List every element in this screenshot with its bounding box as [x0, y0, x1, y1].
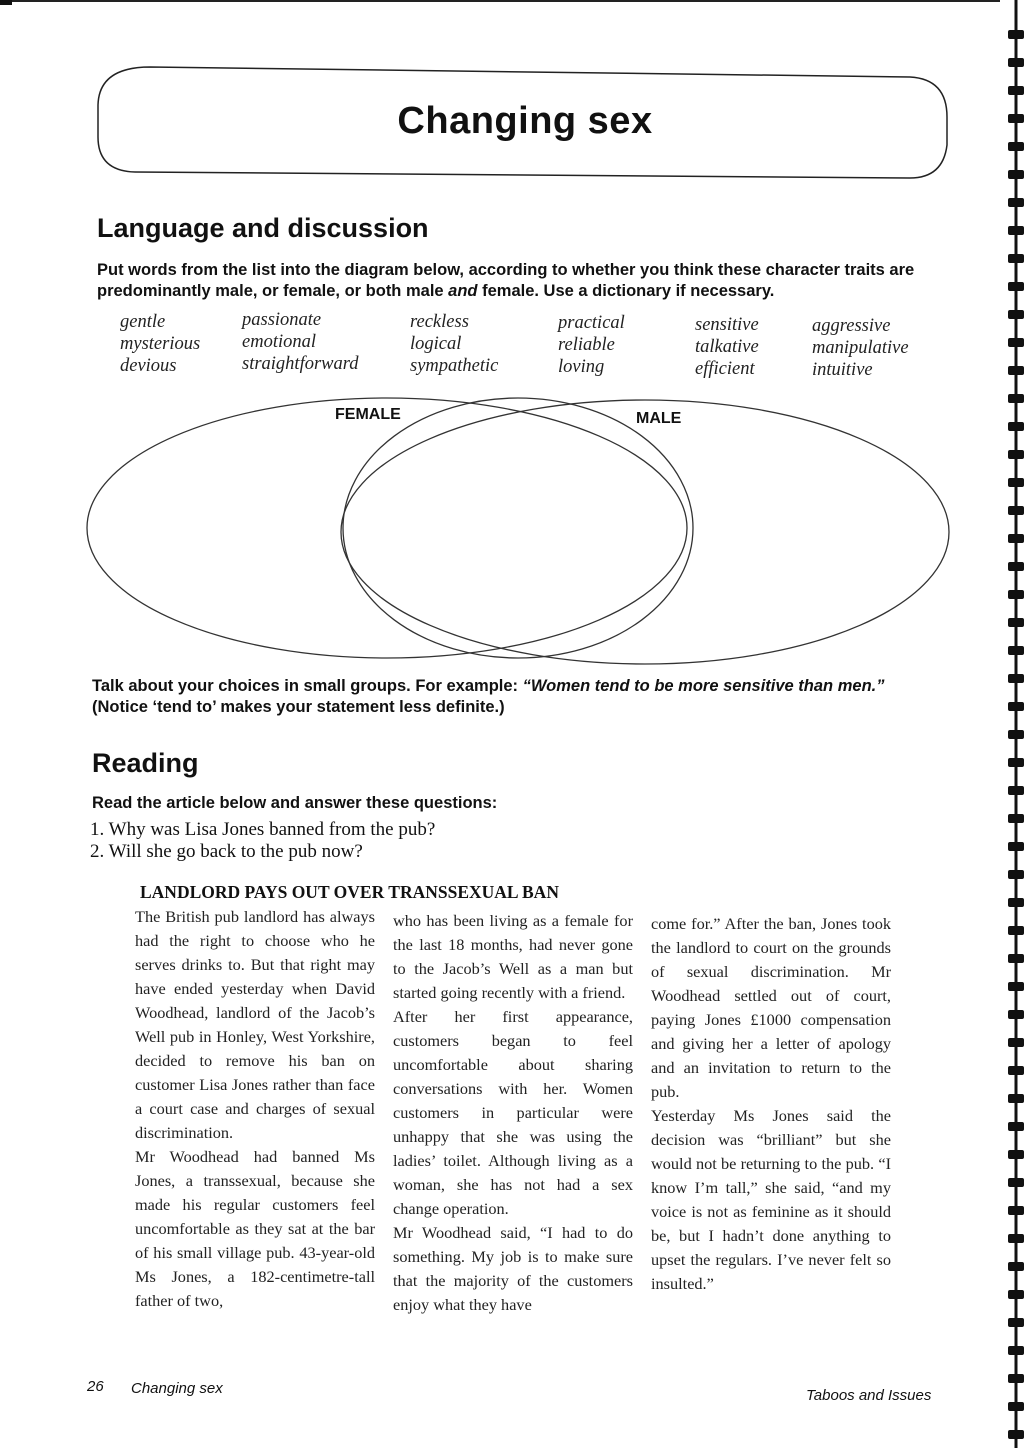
article-paragraph: who has been living as a female for the last 18 months, had never gone to the Jacob’s Well as a man but started going recently with a friend. [393, 911, 633, 1002]
venn-female-label: FEMALE [335, 406, 401, 423]
trait-word: passionate [242, 310, 322, 330]
trait-word: loving [558, 357, 605, 377]
binding-coil [1008, 842, 1024, 851]
article-paragraph: The British pub landlord has always had the right to choose who he serves drinks to. But that right may have ended yesterday when David Woodhead, landlord of the Jacob’s Well pub in Honley, West Yorkshire, decided to remove his ban on customer Lisa Jones rather than face a court case and charges of sexual discrimination. [135, 907, 375, 1142]
page-number: 26 [87, 1378, 104, 1395]
binding-coil [1008, 1234, 1024, 1243]
article-column-3 [651, 912, 891, 1296]
binding-coil [1008, 870, 1024, 879]
article-paragraph: Mr Woodhead had banned Ms Jones, a transsexual, because she made his regular customers feel uncomfortable as they sat at the bar of his small village pub. 43-year-old Ms Jones, a 182-centimetre-tall father of two, [135, 1147, 375, 1310]
binding-coil [1008, 1038, 1024, 1047]
binding-coil [1008, 1262, 1024, 1271]
trait-word: straightforward [242, 354, 359, 374]
word-column-2 [242, 309, 359, 375]
binding-coil [1008, 422, 1024, 431]
reading-instruction: Read the article below and answer these questions: [92, 794, 498, 812]
binding-coil [1008, 1206, 1024, 1215]
binding-coil [1008, 478, 1024, 487]
binding-coil [1008, 86, 1024, 95]
article-column-1 [135, 905, 375, 1313]
binding-coil [1008, 758, 1024, 767]
trait-word: mysterious [120, 334, 201, 354]
binding-coil [1008, 646, 1024, 655]
article-paragraph: Yesterday Ms Jones said the decision was “brilliant” but she would not be returning to the pub. “I know I’m tall,” she said, “and my voice is not as feminine as it should be, but I hadn’t done anything to upset the regulars. I’ve never felt so insulted.” [651, 1106, 891, 1293]
trait-word: talkative [695, 337, 759, 357]
language-instruction: Put words from the list into the diagram below, according to whether you think these character traits are predominantly male, or female, or both male and female. Use a dictionary if necessary. [97, 261, 915, 300]
trait-word: practical [558, 313, 625, 333]
binding-coil [1008, 1150, 1024, 1159]
trait-word: sympathetic [410, 356, 499, 376]
venn-male-label: MALE [636, 410, 682, 427]
binding-coil [1008, 534, 1024, 543]
binding-coil [1008, 142, 1024, 151]
article-column-2 [393, 909, 633, 1317]
question-1: 1. Why was Lisa Jones banned from the pub? [90, 819, 436, 840]
binding-coil [1008, 730, 1024, 739]
binding-coil [1008, 1094, 1024, 1103]
footer-book-title: Taboos and Issues [806, 1387, 932, 1404]
word-column-3 [410, 311, 498, 377]
corner-mark [0, 0, 12, 5]
trait-word: intuitive [812, 360, 873, 380]
venn-diagram [85, 390, 955, 670]
trait-word: aggressive [812, 316, 891, 336]
binding-coil [1008, 590, 1024, 599]
trait-word: devious [120, 356, 177, 376]
binding-coil [1008, 282, 1024, 291]
binding-coil [1008, 1430, 1024, 1439]
word-column-4 [558, 312, 625, 378]
language-heading: Language and discussion [97, 213, 429, 243]
footer-unit-title: Changing sex [131, 1380, 223, 1397]
binding-coil [1008, 1290, 1024, 1299]
word-column-6 [812, 315, 909, 381]
binding-coil [1008, 170, 1024, 179]
binding-coil [1008, 1374, 1024, 1383]
trait-word: gentle [120, 312, 166, 332]
binding-coil [1008, 1346, 1024, 1355]
binding-coil [1008, 702, 1024, 711]
word-column-5 [695, 314, 759, 380]
binding-coil [1008, 898, 1024, 907]
binding-coil [1008, 394, 1024, 403]
overlap-ellipse [343, 398, 693, 658]
binding-coil [1008, 30, 1024, 39]
binding-coil [1008, 254, 1024, 263]
binding-coil [1008, 674, 1024, 683]
article-headline: LANDLORD PAYS OUT OVER TRANSSEXUAL BAN [140, 882, 559, 902]
trait-word: sensitive [695, 315, 759, 335]
talk-example: “Women tend to be more sensitive than men.” [522, 677, 885, 695]
question-2: 2. Will she go back to the pub now? [90, 841, 363, 862]
binding-coil [1008, 1066, 1024, 1075]
trait-word: emotional [242, 332, 316, 352]
binding-coil [1008, 1010, 1024, 1019]
binding-coil [1008, 506, 1024, 515]
binding-coil [1008, 954, 1024, 963]
binding-coil [1008, 1318, 1024, 1327]
trait-word: efficient [695, 359, 755, 379]
binding-coil [1008, 226, 1024, 235]
page-title: Changing sex [397, 100, 653, 142]
binding-coil [1008, 1122, 1024, 1131]
binding-coil [1008, 198, 1024, 207]
binding-coil [1008, 562, 1024, 571]
binding-coil [1008, 1178, 1024, 1187]
binding-coil [1008, 338, 1024, 347]
female-ellipse [87, 398, 687, 658]
talk-note: (Notice ‘tend to’ makes your statement less definite.) [92, 698, 505, 716]
trait-word: reliable [558, 335, 615, 355]
article-paragraph: After her first appearance, customers began to feel uncomfortable about sharing conversations with her. Women customers in particular were unhappy that she was using the ladies’ toilet. Although living as a woman, she has not had a sex change operation. [393, 1007, 633, 1218]
binding-coil [1008, 310, 1024, 319]
binding-coil [1008, 366, 1024, 375]
talk-instruction: Talk about your choices in small groups. For example: “Women tend to be more sensitive than men.” (Notice ‘tend to’ makes your statement less definite.) [92, 677, 885, 716]
binding-coil [1008, 1402, 1024, 1411]
reading-heading: Reading [92, 748, 199, 778]
article-paragraph: come for.” After the ban, Jones took the landlord to court on the grounds of sexual discrimination. Mr Woodhead settled out of court, paying Jones £1000 compensation and giving her a letter of apology and an invitation to return to the pub. [651, 914, 891, 1101]
binding-coil [1008, 618, 1024, 627]
binding-coil [1008, 814, 1024, 823]
question-list [90, 819, 435, 863]
male-ellipse [341, 400, 949, 664]
trait-word: reckless [410, 312, 469, 332]
binding-coil [1008, 786, 1024, 795]
binding-coil [1008, 926, 1024, 935]
top-edge-line [0, 0, 1000, 2]
spiral-binding [984, 0, 1024, 1448]
article-paragraph: Mr Woodhead said, “I had to do something. My job is to make sure that the majority of the customers enjoy what they have [393, 1223, 633, 1314]
binding-coil [1008, 58, 1024, 67]
binding-coil [1008, 982, 1024, 991]
word-column-1 [120, 311, 200, 377]
trait-word: logical [410, 334, 462, 354]
binding-coil [1008, 450, 1024, 459]
trait-word: manipulative [812, 338, 909, 358]
